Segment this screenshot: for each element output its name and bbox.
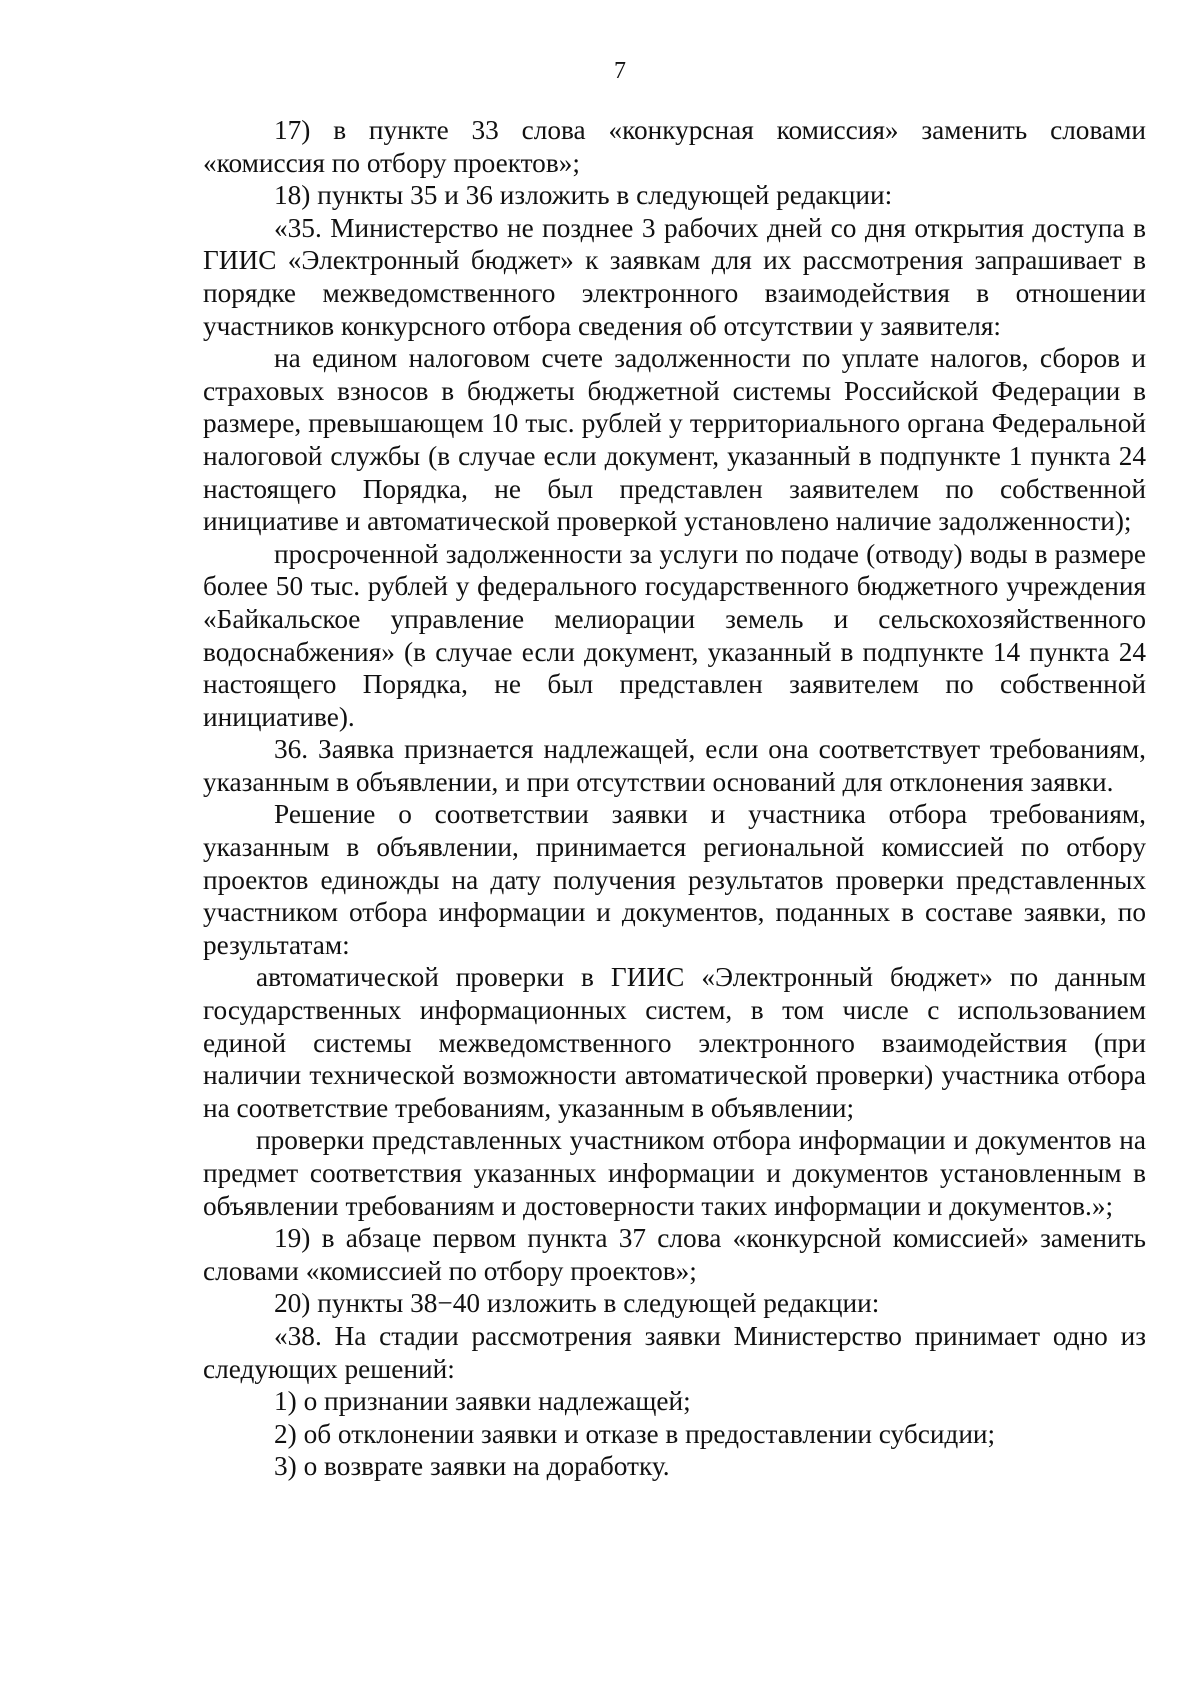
paragraph: автоматической проверки в ГИИС «Электронный бюджет» по данным государственных информационных систем, в том числе с использованием единой системы межведомственного электронного взаимодействия (при наличии технической возможности автоматической проверки) участника отбора на соответствие требованиям, указанным в объявлении; (203, 962, 1146, 1123)
paragraph: на едином налоговом счете задолженности по уплате налогов, сборов и страховых взносов в бюджеты бюджетной системы Российской Федерации в размере, превышающем 10 тыс. рублей у территориального органа Федеральной налоговой службы (в случае если документ, указанный в подпункте 1 пункта 24 настоящего Порядка, не был представлен заявителем по собственной инициативе и автоматической проверкой установлено наличие задолженности); (203, 343, 1146, 537)
paragraph: 20) пункты 38−40 изложить в следующей редакции: (274, 1288, 880, 1319)
paragraph: 19) в абзаце первом пункта 37 слова «конкурсной комиссией» заменить словами «комиссией по отбору проектов»; (203, 1223, 1146, 1286)
paragraph: 36. Заявка признается надлежащей, если она соответствует требованиям, указанным в объявлении, и при отсутствии оснований для отклонения заявки. (203, 734, 1146, 797)
document-body (203, 114, 1146, 1483)
paragraph: 1) о признании заявки надлежащей; (274, 1386, 691, 1417)
paragraph: 17) в пункте 33 слова «конкурсная комиссия» заменить словами «комиссия по отбору проектов»; (203, 115, 1146, 178)
paragraph: «35. Министерство не позднее 3 рабочих дней со дня открытия доступа в ГИИС «Электронный бюджет» к заявкам для их рассмотрения запрашивает в порядке межведомственного электронного взаимодействия в отношении участников конкурсного отбора сведения об отсутствии у заявителя: (203, 212, 1146, 341)
paragraph: Решение о соответствии заявки и участника отбора требованиям, указанным в объявлении, принимается региональной комиссией по отбору проектов единожды на дату получения результатов проверки представленных участником отбора информации и документов, поданных в составе заявки, по результатам: (203, 799, 1146, 960)
paragraph: 3) о возврате заявки на доработку. (274, 1451, 670, 1482)
paragraph: «38. На стадии рассмотрения заявки Министерство принимает одно из следующих решений: (203, 1320, 1146, 1384)
paragraph: 2) об отклонении заявки и отказе в предоставлении субсидии; (274, 1418, 996, 1449)
paragraph: проверки представленных участником отбора информации и документов на предмет соответствия указанных информации и документов установленным в объявлении требованиям и достоверности таких информации и документов.»; (203, 1125, 1146, 1221)
paragraph: 18) пункты 35 и 36 изложить в следующей редакции: (274, 180, 893, 211)
paragraph: просроченной задолженности за услуги по подаче (отводу) воды в размере более 50 тыс. рублей у федерального государственного бюджетного учреждения «Байкальское управление мелиорации земель и сельскохозяйственного водоснабжения» (в случае если документ, указанный в подпункте 14 пункта 24 настоящего Порядка, не был представлен заявителем по собственной инициативе). (203, 538, 1146, 732)
page-number: 7 (614, 58, 626, 84)
